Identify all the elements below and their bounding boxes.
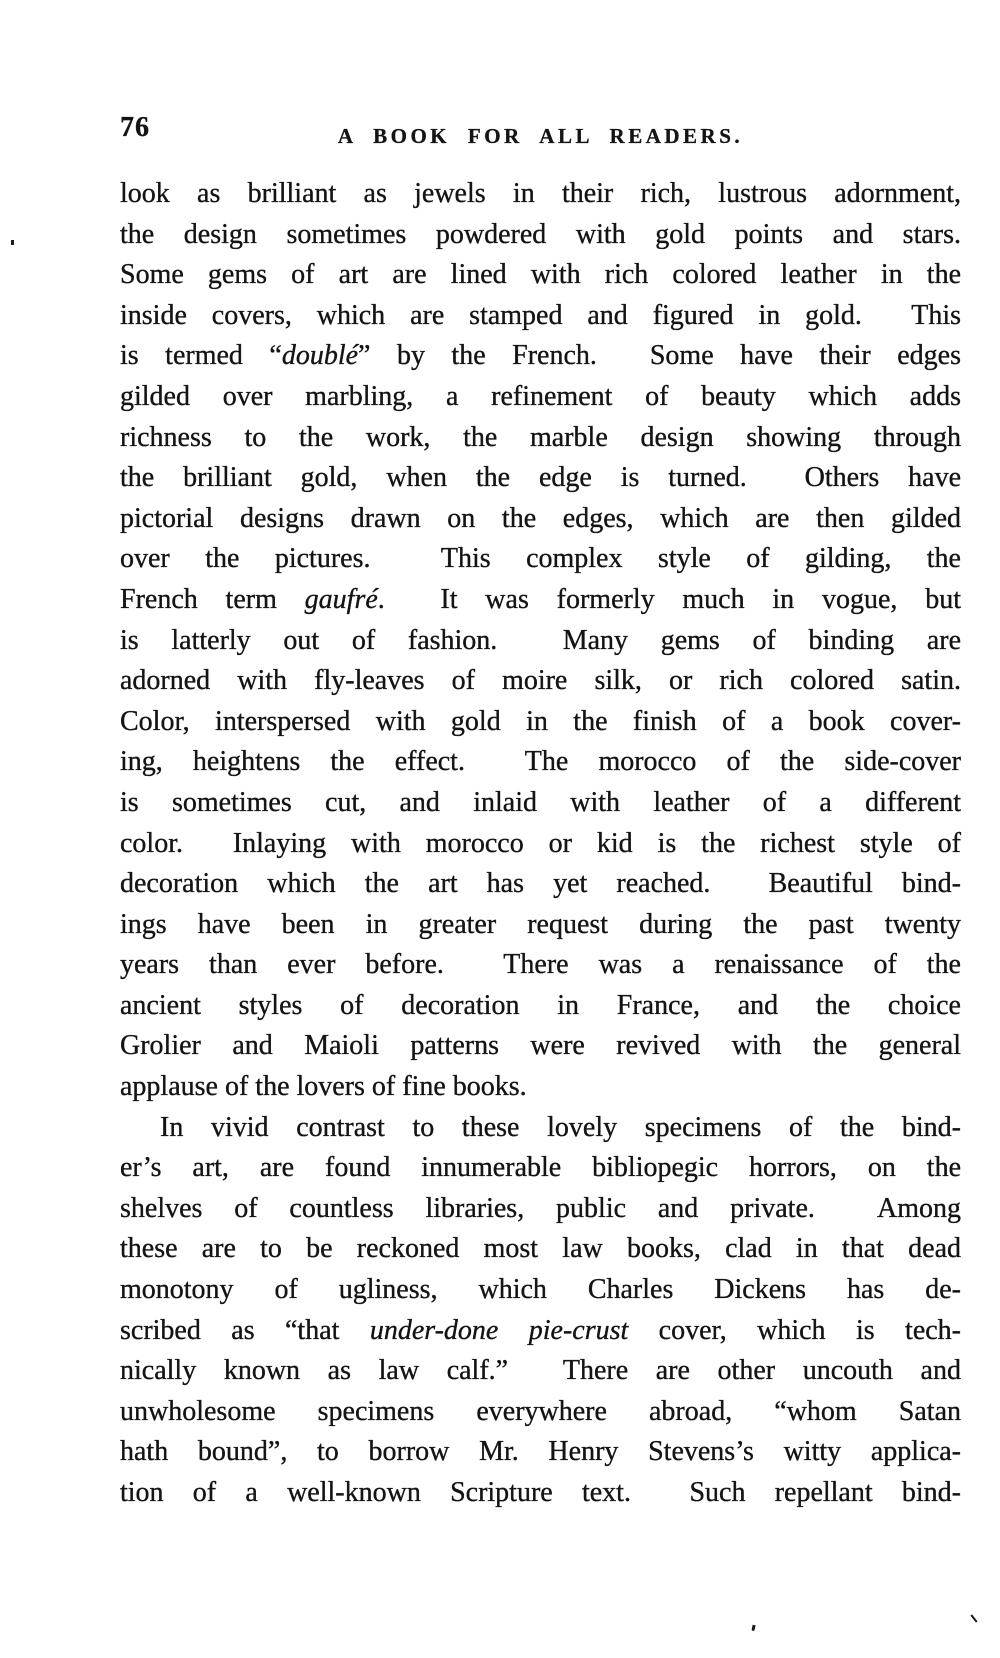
text-line xyxy=(120,1432,961,1473)
text-segment: is latterly out of fashion. Many gems of binding are xyxy=(120,624,961,656)
text-line xyxy=(120,1351,961,1392)
text-line xyxy=(120,336,961,377)
text-segment: scribed as “that xyxy=(120,1314,370,1346)
text-segment: over the pictures. This complex style of gilding, the xyxy=(120,543,961,575)
text-segment: hath bound”, to borrow Mr. Henry Stevens’s witty applica- xyxy=(120,1436,961,1468)
text-segment: cover, which is tech- xyxy=(628,1314,962,1346)
text-segment: ancient styles of decoration in France, and the choice xyxy=(120,989,961,1021)
text-segment: decoration which the art has yet reached. Beautiful bind- xyxy=(120,868,961,900)
text-segment: nically known as law calf.” There are other uncouth and xyxy=(120,1355,961,1387)
text-segment: tion of a well-known Scripture text. Such repellant bind- xyxy=(120,1477,961,1508)
text-line xyxy=(120,905,961,946)
text-segment: is sometimes cut, and inlaid with leather of a different xyxy=(120,786,961,818)
page-number: 76 xyxy=(120,112,150,143)
text-line xyxy=(120,539,961,580)
text-line xyxy=(120,418,961,459)
text-segment: Grolier and Maioli patterns were revived with the general xyxy=(120,1030,961,1062)
text-line xyxy=(120,1229,961,1270)
text-segment: ing, heightens the effect. The morocco of the side-cover xyxy=(120,746,961,778)
text-segment: adorned with fly-leaves of moire silk, or rich colored satin. xyxy=(120,665,961,697)
text-segment: In vivid contrast to these lovely specimens of the bind- xyxy=(160,1111,961,1143)
text-segment: ings have been in greater request during the past twenty xyxy=(120,908,961,940)
italic-text-segment: doublé xyxy=(281,340,359,372)
text-line xyxy=(120,1392,961,1433)
text-line xyxy=(120,783,961,824)
text-segment: the brilliant gold, when the edge is turned. Others have xyxy=(120,462,961,494)
text-segment: ” by the French. Some have their edges xyxy=(358,340,961,372)
text-line xyxy=(120,621,961,662)
text-segment: er’s art, are found innumerable bibliopegic horrors, on the xyxy=(120,1152,961,1184)
text-segment: gilded over marbling, a refinement of beauty which adds xyxy=(120,380,961,412)
text-segment: Some gems of art are lined with rich colored leather in the xyxy=(120,259,961,291)
text-line xyxy=(120,296,961,337)
text-line xyxy=(120,174,961,215)
running-title: A BOOK FOR ALL READERS. xyxy=(337,124,744,148)
text-segment: applause of the lovers of fine books. xyxy=(120,1071,527,1103)
text-segment: monotony of ugliness, which Charles Dickens has de- xyxy=(120,1274,961,1306)
text-line xyxy=(120,661,961,702)
text-line xyxy=(120,1189,961,1230)
text-segment: inside covers, which are stamped and figured in gold. This xyxy=(120,299,961,331)
text-line xyxy=(120,702,961,743)
scan-speck-bottom-right xyxy=(970,1614,977,1622)
text-segment: Color, interspersed with gold in the finish of a book cover- xyxy=(120,705,961,737)
text-line xyxy=(120,580,961,621)
text-line xyxy=(120,986,961,1027)
text-segment: is termed “ xyxy=(120,340,282,372)
text-segment: look as brilliant as jewels in their rich, lustrous adornment, xyxy=(120,178,961,209)
text-line xyxy=(120,458,961,499)
italic-text-segment: under-done pie-crust xyxy=(369,1314,629,1346)
text-line xyxy=(120,1148,961,1189)
scan-speck-bottom-left xyxy=(751,1625,755,1631)
text-line xyxy=(120,377,961,418)
text-line xyxy=(120,215,961,256)
text-segment: pictorial designs drawn on the edges, which are then gilded xyxy=(120,502,961,534)
text-line xyxy=(120,1067,961,1108)
text-segment: richness to the work, the marble design showing through xyxy=(120,421,961,453)
text-line xyxy=(120,864,961,905)
text-line xyxy=(120,1473,961,1514)
scan-speck-left-margin xyxy=(11,240,14,245)
text-line xyxy=(120,742,961,783)
text-line xyxy=(120,499,961,540)
text-segment: shelves of countless libraries, public and private. Among xyxy=(120,1192,961,1224)
text-line xyxy=(120,1311,961,1352)
text-segment: . It was formerly much in vogue, but xyxy=(377,583,961,615)
text-segment: the design sometimes powdered with gold points and stars. xyxy=(120,218,961,250)
text-segment: these are to be reckoned most law books, clad in that dead xyxy=(120,1233,961,1265)
text-segment: years than ever before. There was a renaissance of the xyxy=(120,949,961,981)
text-segment: French term xyxy=(120,583,305,615)
text-line xyxy=(120,1270,961,1311)
text-segment: unwholesome specimens everywhere abroad, “whom Satan xyxy=(120,1395,961,1427)
text-line xyxy=(120,1108,961,1149)
text-line xyxy=(120,824,961,865)
text-line xyxy=(120,945,961,986)
text-line xyxy=(120,255,961,296)
text-segment: color. Inlaying with morocco or kid is the richest style of xyxy=(120,827,961,859)
text-line xyxy=(120,1026,961,1067)
text-block xyxy=(120,174,961,1514)
italic-text-segment: gaufré xyxy=(304,583,378,615)
